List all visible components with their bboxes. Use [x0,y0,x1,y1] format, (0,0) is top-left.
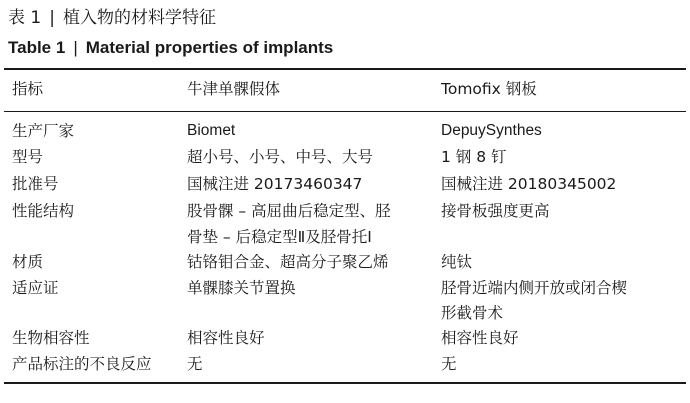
cell-oxford: 超小号、小号、中号、大号 [187,148,374,166]
cell-tomofix: 接骨板强度更高 [441,202,550,220]
caption-en-label: Table 1 [8,38,66,57]
cell-tomofix: 无 [441,355,457,373]
caption-en-separator: | [73,38,78,57]
row-label: 生产厂家 [12,122,75,140]
row-label: 适应证 [12,279,59,297]
cell-oxford-continued: 骨垫 – 后稳定型Ⅱ及胫骨托Ⅰ [187,228,372,246]
row-label: 产品标注的不良反应 [12,355,152,373]
cell-oxford: 国械注进 20173460347 [187,175,363,193]
row-label: 材质 [12,253,44,271]
cell-tomofix: 纯钛 [441,253,473,271]
caption-cn-title: 植入物的材料学特征 [62,8,216,28]
caption-cn-separator: | [49,8,55,28]
row-label: 批准号 [12,175,59,193]
cell-oxford: 股骨髁 – 高屈曲后稳定型、胫 [187,202,391,220]
caption-en-title: Material properties of implants [85,38,334,57]
cell-oxford: 相容性良好 [187,329,265,347]
row-label: 生物相容性 [12,329,90,347]
table-top-rule [4,68,686,70]
table-bottom-rule [4,382,686,384]
cell-tomofix: 1 钢 8 钉 [441,148,507,166]
cell-tomofix: 胫骨近端内侧开放或闭合楔 [441,279,628,297]
table-caption-chinese [8,6,216,30]
cell-tomofix: 相容性良好 [441,329,519,347]
table-header-rule [4,111,686,112]
row-label: 性能结构 [12,202,75,220]
cell-oxford: 无 [187,355,203,373]
cell-tomofix: DepuySynthes [441,122,542,139]
cell-tomofix-continued: 形截骨术 [441,304,504,322]
header-oxford-prosthesis: 牛津单髁假体 [187,80,281,98]
cell-oxford: 单髁膝关节置换 [187,279,296,297]
header-tomofix-plate: Tomofix 钢板 [441,80,537,98]
cell-oxford: Biomet [187,122,236,139]
cell-tomofix: 国械注进 20180345002 [441,175,617,193]
header-indicator: 指标 [12,80,44,98]
row-label: 型号 [12,148,44,166]
table-caption-english [8,36,333,60]
cell-oxford: 钴铬钼合金、超高分子聚乙烯 [187,253,389,271]
caption-cn-label: 表 1 [8,8,42,28]
